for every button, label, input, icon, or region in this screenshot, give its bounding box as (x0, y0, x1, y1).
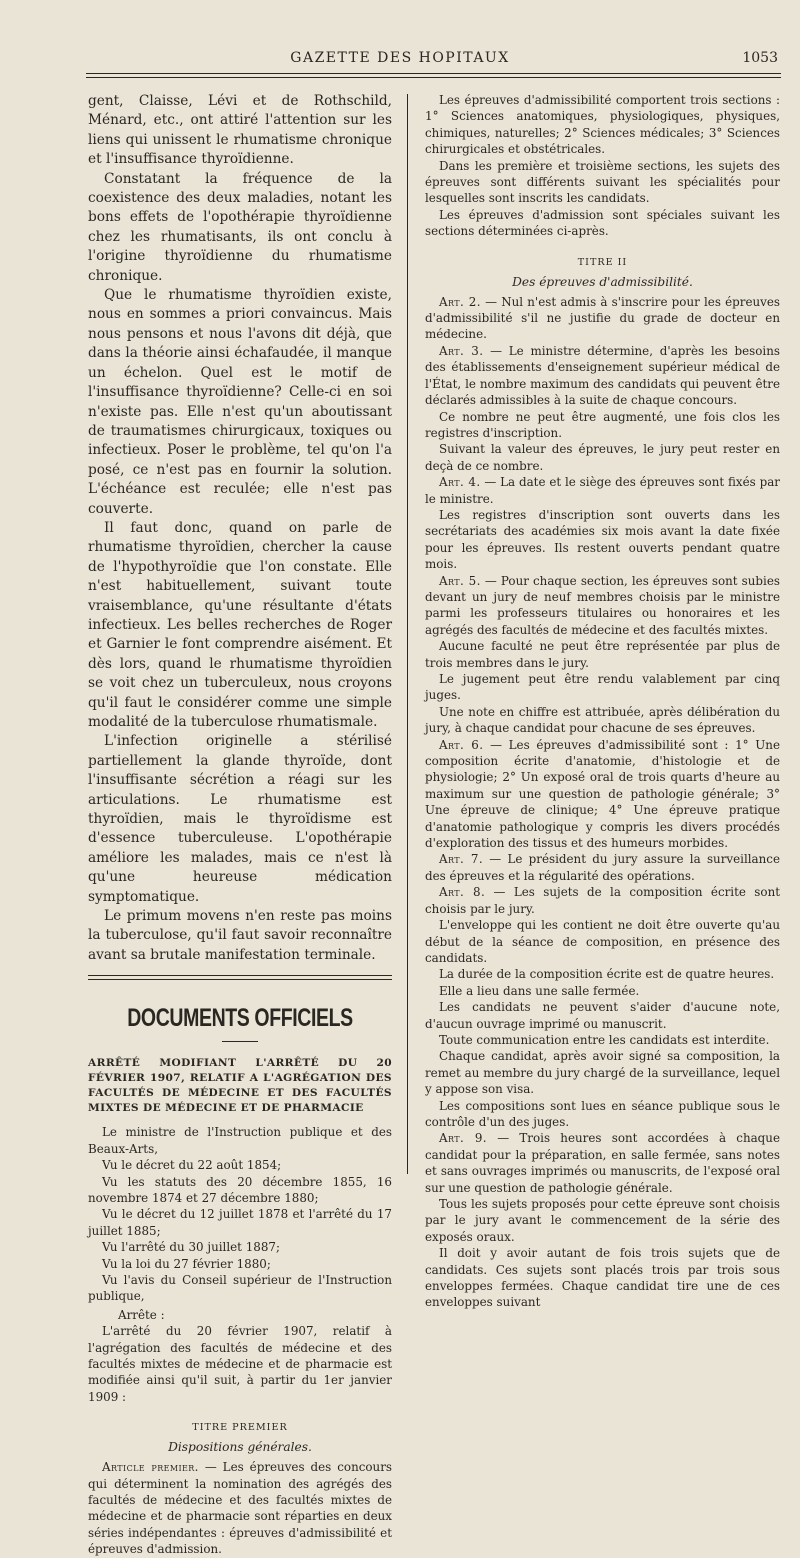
intro-paragraph: Les épreuves d'admissibilité comportent trois sections : 1° Sciences anatomiques, physiologiques, physiques, chimiques, naturelles; 2° Sciences médicales; 3° Sciences chirurgicales et obstétricales. (425, 93, 780, 157)
decree-preamble (88, 1124, 392, 1557)
column-divider (407, 94, 408, 1174)
article-paragraph (425, 851, 780, 884)
section-double-rule (88, 975, 392, 980)
article-text: Une note en chiffre est attribuée, après délibération du jury, à chaque candidat pour chacune de ses épreuves. (425, 704, 780, 736)
paragraph (425, 983, 780, 999)
paragraph (425, 1245, 780, 1311)
article-text: Elle a lieu dans une salle fermée. (439, 983, 640, 998)
article-paragraph: gent, Claisse, Lévi et de Rothschild, Ménard, etc., ont attiré l'attention sur les liens qui unissent le rhumatisme chronique et l'insuffisance thyroïdienne. (88, 93, 392, 168)
paragraph (425, 441, 780, 474)
article-paragraph (425, 573, 780, 639)
paragraph (425, 704, 780, 737)
article-label: Article premier. (102, 1460, 199, 1475)
article-text: Les candidats ne peuvent s'aider d'aucune note, d'aucun ouvrage imprimé ou manuscrit. (425, 1000, 780, 1031)
article-text: — Les épreuves des concours qui déterminent la nomination des agrégés des facultés de médecine et des facultés mixtes de médecine et de pharmacie sont réparties en deux séries indépendantes : épreuves d'admissibilité et épreuves d'admission. (88, 1460, 392, 1557)
article-label: Art. 2. (439, 294, 481, 309)
arrete-line: Arrête : (118, 1307, 165, 1322)
page-number: 1053 (742, 50, 778, 66)
paragraph (425, 999, 780, 1032)
article-paragraph: L'infection originelle a stérilisé partiellement la glande thyroïde, dont l'insuffisante sécrétion a réagi sur les articulations. Le rhumatisme est thyroïdien, mais le thyroïdisme est d'essence tuberculeuse. L'opothérapie améliore les malades, mais ce n'est là qu'une heureuse médication symptomatique. (88, 733, 392, 905)
paragraph (425, 671, 780, 704)
article-paragraph (425, 884, 780, 917)
article-text: — Les épreuves d'admissibilité sont : 1° Une composition écrite d'anatomie, d'histologie et de physiologie; 2° Un exposé oral de trois quarts d'heure au maximum sur une question de pathologie générale; 3° Une épreuve de clinique; 4° Une épreuve pratique d'anatomie pathologique y compris les divers procédés d'exploration des tissus et des humeurs morbides. (425, 737, 780, 851)
article-text: — Le président du jury assure la surveillance des épreuves et la régularité des opérations. (425, 852, 781, 883)
right-column (425, 92, 780, 1311)
article-label: Art. 6. (439, 737, 484, 752)
intro-paragraph: Dans les première et troisième sections, les sujets des épreuves sont différents suivant les spécialités pour lesquelles sont inscrits les candidats. (425, 158, 780, 206)
section-heading: DOCUMENTS OFFICIELS (127, 1004, 353, 1033)
article-text: Toute communication entre les candidats est interdite. (439, 1032, 770, 1047)
article-text: Chaque candidat, après avoir signé sa composition, la remet au membre du jury chargé de la surveillance, lequel y appose son visa. (425, 1049, 780, 1097)
article-label: Art. 9. (439, 1131, 487, 1146)
decree-title: ARRÊTÉ MODIFIANT L'ARRÊTÉ DU 20 FÉVRIER 1907, RELATIF A L'AGRÉGATION DES FACULTÉS DE MÉDECINE ET DES FACULTÉS MIXTES DE MÉDECINE ET DE PHARMACIE (88, 1057, 392, 1115)
preamble-line: Le ministre de l'Instruction publique et des Beaux-Arts, (88, 1125, 392, 1156)
article-paragraph: Que le rhumatisme thyroïdien existe, nous en sommes a priori convaincus. Mais nous pensons et nous l'avons dit déjà, que dans la théorie ainsi échafaudée, il manque un échelon. Quel est le motif de l'insuffisance thyroïdienne? Celle-ci en soi n'existe pas. Elle n'est qu'un aboutissant de traumatismes chirurgicaux, toxiques ou infectieux. Poser le problème, tel qu'on l'a posé, ce n'est pas en fournir la solution. L'échéance est reculée; elle n'est pas couverte. (88, 287, 392, 517)
paragraph (425, 1032, 780, 1048)
article-paragraph: Il faut donc, quand on parle de rhumatisme thyroïdien, chercher la cause de l'hypothyroïdie que l'on constate. Elle n'est habituellement, suivant toute vraisemblance, qu'une résultante d'états infectieux. Les belles recherches de Roger et Garnier le font comprendre aisément. Et dès lors, quand le rhumatisme thyroïdien se voit chez un tuberculeux, nous croyons qu'il faut le considérer comme une simple modalité de la tuberculose rhumatismale. (88, 519, 392, 730)
article-paragraph (425, 294, 780, 343)
article-paragraph (425, 1130, 780, 1196)
article-text: — Trois heures sont accordées à chaque candidat pour la préparation, en salle fermée, sans notes et sans ouvrages imprimés ou manuscrits, de l'exposé oral sur une question de pathologie générale. (425, 1131, 780, 1195)
paragraph (425, 409, 780, 442)
intro-paragraph: Les épreuves d'admission sont spéciales suivant les sections déterminées ci-après. (425, 207, 780, 239)
article-text: Les registres d'inscription sont ouverts dans les secrétariats des académies six mois avant la date fixée pour les épreuves. Ils restent ouverts pendant quatre mois. (425, 507, 780, 572)
article-label: Art. 5. (439, 573, 481, 588)
article-text: Les compositions sont lues en séance publique sous le contrôle d'un des juges. (425, 1098, 780, 1129)
preamble-line: L'arrêté du 20 février 1907, relatif à l'agrégation des facultés de médecine et des facultés mixtes de médecine et de pharmacie est modifiée ainsi qu'il suit, à partir du 1er janvier 1909 : (88, 1324, 392, 1404)
article-label: Art. 8. (439, 885, 486, 900)
preamble-line: Vu l'arrêté du 30 juillet 1887; (102, 1240, 280, 1255)
article-rhumatisme (88, 92, 392, 965)
article-text: Suivant la valeur des épreuves, le jury peut rester en deçà de ce nombre. (425, 442, 780, 473)
paragraph (425, 507, 780, 573)
article-paragraph (425, 737, 780, 852)
article-text: Il doit y avoir autant de fois trois sujets que de candidats. Ces sujets sont placés trois par trois sous enveloppes fermées. Chaque candidat tire une de ces enveloppes suivant (425, 1246, 780, 1310)
article-text: La durée de la composition écrite est de quatre heures. (439, 967, 775, 982)
article-premier (88, 1459, 392, 1557)
preamble-line: Vu le décret du 22 août 1854; (102, 1158, 282, 1173)
article-text: Ce nombre ne peut être augmenté, une fois clos les registres d'inscription. (425, 409, 780, 440)
article-paragraph (425, 343, 780, 409)
page-header-title: GAZETTE DES HOPITAUX (290, 50, 510, 66)
titre-ii-subtitle: Des épreuves d'admissibilité. (512, 274, 693, 289)
header-double-rule (86, 73, 781, 78)
paragraph (425, 1098, 780, 1131)
heading-short-rule (222, 1041, 258, 1042)
preamble-line: Vu la loi du 27 février 1880; (102, 1256, 271, 1271)
article-text: — La date et le siège des épreuves sont fixés par le ministre. (425, 475, 780, 506)
paragraph (425, 1196, 780, 1245)
article-label: Art. 7. (439, 852, 484, 867)
titre-premier-label: TITRE PREMIER (192, 1422, 288, 1434)
article-text: L'enveloppe qui les contient ne doit être ouverte qu'au début de la séance de composition, en présence des candidats. (425, 918, 780, 965)
left-column (88, 92, 392, 1558)
article-text: Tous les sujets proposés pour cette épreuve sont choisis par le jury avant le commencement de la série des exposés oraux. (425, 1197, 780, 1244)
preamble-line: Vu les statuts des 20 décembre 1855, 16 novembre 1874 et 27 décembre 1880; (88, 1174, 392, 1205)
paragraph (425, 966, 780, 982)
article-text: — Le ministre détermine, d'après les besoins des établissements d'enseignement supérieur médical de l'État, le nombre maximum des candidats qui peuvent être déclarés admissibles à la suite de chaque concours. (425, 343, 780, 408)
article-label: Art. 4. (439, 475, 481, 490)
article-paragraph: Constatant la fréquence de la coexistence des deux maladies, notant les bons effets de l'opothérapie thyroïdienne chez les rhumatisants, ils ont conclu à l'origine thyroïdienne du rhumatisme chronique. (88, 170, 392, 284)
preamble-line: Vu l'avis du Conseil supérieur de l'Instruction publique, (88, 1272, 392, 1304)
paragraph (425, 638, 780, 671)
articles-list (425, 294, 780, 1311)
preamble-line: Vu le décret du 12 juillet 1878 et l'arrêté du 17 juillet 1885; (88, 1207, 392, 1238)
article-text: — Nul n'est admis à s'inscrire pour les épreuves d'admissibilité s'il ne justifie du grade de docteur en médecine. (425, 294, 781, 342)
titre-ii-label: TITRE II (577, 256, 628, 268)
titre-premier-subtitle: Dispositions générales. (168, 1440, 312, 1455)
article-text: — Pour chaque section, les épreuves sont subies devant un jury de neuf membres choisis par le ministre parmi les professeurs titulaires ou honoraires et les agrégés des facultés de médecine et des facultés mixtes. (425, 573, 780, 637)
paragraph (425, 917, 780, 966)
article-text: — Les sujets de la composition écrite sont choisis par le jury. (425, 885, 781, 916)
article-label: Art. 3. (439, 343, 484, 358)
article-paragraph (425, 474, 780, 507)
article-text: Aucune faculté ne peut être représentée par plus de trois membres dans le jury. (425, 639, 780, 670)
article-text: Le jugement peut être rendu valablement par cinq juges. (425, 672, 780, 703)
paragraph (425, 1048, 780, 1097)
article-paragraph: Le primum movens n'en reste pas moins la tuberculose, qu'il faut savoir reconnaître avant sa brutale manifestation terminale. (88, 908, 392, 963)
